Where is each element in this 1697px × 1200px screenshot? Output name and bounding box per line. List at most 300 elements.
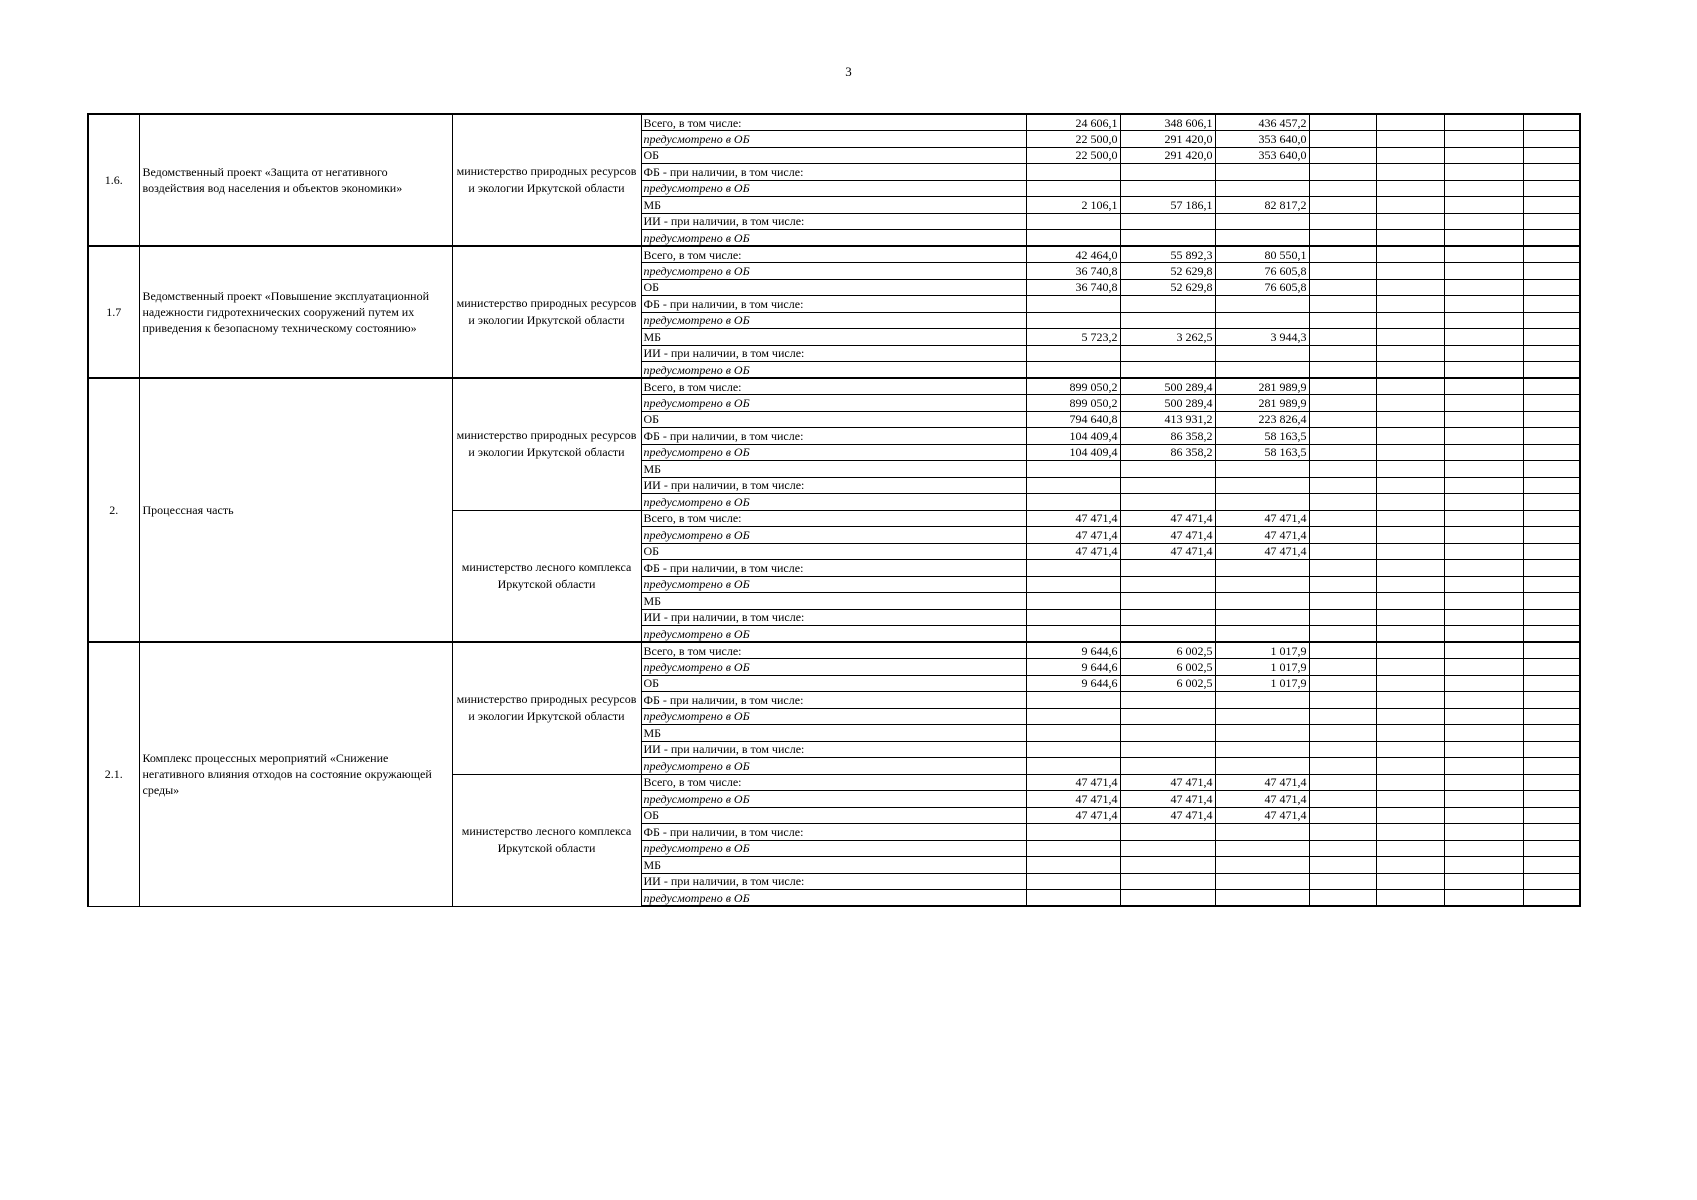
empty-cell (1444, 197, 1523, 214)
funding-source-label: предусмотрено в ОБ (641, 708, 1026, 725)
empty-cell (1309, 329, 1376, 346)
block-code: 1.6. (88, 114, 139, 246)
amount-cell (1120, 312, 1215, 329)
empty-cell (1444, 345, 1523, 362)
amount-cell: 76 605,8 (1215, 263, 1309, 280)
amount-cell (1215, 725, 1309, 742)
empty-cell (1376, 791, 1444, 808)
empty-cell (1523, 428, 1580, 445)
amount-cell (1215, 180, 1309, 197)
empty-cell (1376, 774, 1444, 791)
empty-cell (1523, 675, 1580, 692)
amount-cell (1120, 593, 1215, 610)
empty-cell (1444, 774, 1523, 791)
amount-cell: 1 017,9 (1215, 675, 1309, 692)
empty-cell (1309, 230, 1376, 247)
amount-cell: 2 106,1 (1026, 197, 1120, 214)
funding-source-label: ИИ - при наличии, в том числе: (641, 345, 1026, 362)
empty-cell (1523, 246, 1580, 263)
amount-cell (1215, 576, 1309, 593)
empty-cell (1523, 444, 1580, 461)
empty-cell (1523, 527, 1580, 544)
empty-cell (1309, 527, 1376, 544)
amount-cell: 899 050,2 (1026, 378, 1120, 395)
amount-cell: 353 640,0 (1215, 131, 1309, 148)
empty-cell (1309, 741, 1376, 758)
empty-cell (1444, 378, 1523, 395)
empty-cell (1309, 725, 1376, 742)
empty-cell (1376, 626, 1444, 643)
empty-cell (1309, 857, 1376, 874)
amount-cell: 5 723,2 (1026, 329, 1120, 346)
empty-cell (1523, 824, 1580, 841)
funding-source-label: предусмотрено в ОБ (641, 659, 1026, 676)
empty-cell (1444, 494, 1523, 511)
empty-cell (1523, 263, 1580, 280)
executor-name: министерство лесного комплекса Иркутской области (452, 774, 641, 906)
funding-source-label: ОБ (641, 675, 1026, 692)
empty-cell (1523, 807, 1580, 824)
amount-cell (1215, 362, 1309, 379)
empty-cell (1523, 543, 1580, 560)
empty-cell (1444, 560, 1523, 577)
amount-cell: 47 471,4 (1120, 543, 1215, 560)
funding-source-label: Всего, в том числе: (641, 642, 1026, 659)
amount-cell (1215, 824, 1309, 841)
amount-cell: 22 500,0 (1026, 131, 1120, 148)
empty-cell (1309, 345, 1376, 362)
empty-cell (1376, 263, 1444, 280)
executor-name: министерство природных ресурсов и экологии Иркутской области (452, 246, 641, 378)
empty-cell (1376, 197, 1444, 214)
empty-cell (1523, 180, 1580, 197)
amount-cell: 436 457,2 (1215, 114, 1309, 131)
amount-cell: 47 471,4 (1120, 510, 1215, 527)
empty-cell (1309, 131, 1376, 148)
empty-cell (1376, 279, 1444, 296)
empty-cell (1444, 180, 1523, 197)
amount-cell: 86 358,2 (1120, 428, 1215, 445)
empty-cell (1444, 477, 1523, 494)
funding-source-label: Всего, в том числе: (641, 114, 1026, 131)
empty-cell (1444, 131, 1523, 148)
amount-cell: 47 471,4 (1026, 510, 1120, 527)
empty-cell (1309, 246, 1376, 263)
amount-cell (1120, 758, 1215, 775)
empty-cell (1523, 164, 1580, 181)
amount-cell: 353 640,0 (1215, 147, 1309, 164)
amount-cell (1215, 857, 1309, 874)
amount-cell (1120, 741, 1215, 758)
empty-cell (1309, 873, 1376, 890)
empty-cell (1376, 741, 1444, 758)
empty-cell (1444, 873, 1523, 890)
amount-cell (1215, 840, 1309, 857)
empty-cell (1523, 576, 1580, 593)
funding-source-label: ОБ (641, 807, 1026, 824)
funding-source-label: ИИ - при наличии, в том числе: (641, 741, 1026, 758)
funding-source-label: предусмотрено в ОБ (641, 527, 1026, 544)
empty-cell (1376, 758, 1444, 775)
empty-cell (1376, 642, 1444, 659)
empty-cell (1309, 824, 1376, 841)
amount-cell: 6 002,5 (1120, 675, 1215, 692)
block-name: Ведомственный проект «Защита от негативного воздействия вод населения и объектов экономики» (139, 114, 452, 246)
amount-cell: 1 017,9 (1215, 659, 1309, 676)
amount-cell (1120, 296, 1215, 313)
amount-cell (1215, 312, 1309, 329)
empty-cell (1523, 279, 1580, 296)
empty-cell (1376, 180, 1444, 197)
amount-cell (1026, 873, 1120, 890)
empty-cell (1444, 312, 1523, 329)
amount-cell: 9 644,6 (1026, 642, 1120, 659)
amount-cell: 47 471,4 (1026, 527, 1120, 544)
empty-cell (1444, 213, 1523, 230)
empty-cell (1376, 675, 1444, 692)
funding-source-label: ФБ - при наличии, в том числе: (641, 296, 1026, 313)
amount-cell: 57 186,1 (1120, 197, 1215, 214)
amount-cell (1215, 758, 1309, 775)
empty-cell (1523, 560, 1580, 577)
funding-source-label: предусмотрено в ОБ (641, 840, 1026, 857)
empty-cell (1444, 609, 1523, 626)
block-name: Ведомственный проект «Повышение эксплуатационной надежности гидротехнических сооружений путем их приведения к безопасному техническому состоянию» (139, 246, 452, 378)
empty-cell (1444, 824, 1523, 841)
funding-source-label: ОБ (641, 279, 1026, 296)
funding-source-label: МБ (641, 329, 1026, 346)
empty-cell (1444, 576, 1523, 593)
empty-cell (1376, 527, 1444, 544)
funding-source-label: МБ (641, 857, 1026, 874)
amount-cell: 36 740,8 (1026, 279, 1120, 296)
empty-cell (1309, 774, 1376, 791)
amount-cell: 24 606,1 (1026, 114, 1120, 131)
amount-cell: 223 826,4 (1215, 411, 1309, 428)
empty-cell (1444, 840, 1523, 857)
empty-cell (1444, 362, 1523, 379)
empty-cell (1376, 873, 1444, 890)
amount-cell: 500 289,4 (1120, 395, 1215, 412)
empty-cell (1523, 626, 1580, 643)
amount-cell (1215, 890, 1309, 907)
empty-cell (1523, 609, 1580, 626)
empty-cell (1309, 312, 1376, 329)
funding-source-label: ИИ - при наличии, в том числе: (641, 477, 1026, 494)
empty-cell (1376, 461, 1444, 478)
empty-cell (1444, 725, 1523, 742)
funding-source-label: МБ (641, 461, 1026, 478)
amount-cell: 47 471,4 (1026, 791, 1120, 808)
empty-cell (1309, 279, 1376, 296)
empty-cell (1376, 593, 1444, 610)
empty-cell (1309, 296, 1376, 313)
funding-source-label: предусмотрено в ОБ (641, 131, 1026, 148)
funding-source-label: предусмотрено в ОБ (641, 395, 1026, 412)
amount-cell (1120, 840, 1215, 857)
funding-source-label: МБ (641, 725, 1026, 742)
empty-cell (1376, 477, 1444, 494)
amount-cell (1215, 626, 1309, 643)
amount-cell: 47 471,4 (1120, 791, 1215, 808)
empty-cell (1376, 807, 1444, 824)
amount-cell: 9 644,6 (1026, 675, 1120, 692)
empty-cell (1376, 692, 1444, 709)
empty-cell (1376, 395, 1444, 412)
empty-cell (1444, 791, 1523, 808)
amount-cell: 86 358,2 (1120, 444, 1215, 461)
amount-cell: 36 740,8 (1026, 263, 1120, 280)
empty-cell (1523, 791, 1580, 808)
amount-cell (1026, 890, 1120, 907)
block-name: Процессная часть (139, 378, 452, 642)
empty-cell (1376, 494, 1444, 511)
amount-cell: 47 471,4 (1026, 807, 1120, 824)
amount-cell: 9 644,6 (1026, 659, 1120, 676)
amount-cell (1026, 362, 1120, 379)
amount-cell: 47 471,4 (1026, 774, 1120, 791)
empty-cell (1523, 873, 1580, 890)
amount-cell: 3 944,3 (1215, 329, 1309, 346)
empty-cell (1309, 510, 1376, 527)
amount-cell (1120, 213, 1215, 230)
empty-cell (1444, 296, 1523, 313)
empty-cell (1444, 230, 1523, 247)
empty-cell (1376, 362, 1444, 379)
empty-cell (1523, 131, 1580, 148)
empty-cell (1444, 758, 1523, 775)
empty-cell (1523, 593, 1580, 610)
amount-cell (1120, 164, 1215, 181)
funding-source-label: предусмотрено в ОБ (641, 626, 1026, 643)
table-row (88, 642, 1580, 659)
table-body (88, 114, 1580, 906)
funding-source-label: ОБ (641, 543, 1026, 560)
empty-cell (1376, 312, 1444, 329)
amount-cell (1026, 576, 1120, 593)
amount-cell (1120, 890, 1215, 907)
empty-cell (1444, 642, 1523, 659)
amount-cell: 58 163,5 (1215, 444, 1309, 461)
empty-cell (1523, 708, 1580, 725)
amount-cell (1026, 477, 1120, 494)
empty-cell (1444, 164, 1523, 181)
amount-cell (1120, 873, 1215, 890)
empty-cell (1444, 857, 1523, 874)
empty-cell (1523, 345, 1580, 362)
amount-cell: 47 471,4 (1120, 527, 1215, 544)
empty-cell (1376, 824, 1444, 841)
amount-cell: 47 471,4 (1215, 774, 1309, 791)
amount-cell (1120, 230, 1215, 247)
empty-cell (1309, 576, 1376, 593)
empty-cell (1309, 543, 1376, 560)
amount-cell (1120, 576, 1215, 593)
amount-cell (1120, 824, 1215, 841)
amount-cell (1026, 626, 1120, 643)
block-code: 2. (88, 378, 139, 642)
empty-cell (1376, 510, 1444, 527)
empty-cell (1523, 857, 1580, 874)
amount-cell (1215, 477, 1309, 494)
amount-cell: 47 471,4 (1026, 543, 1120, 560)
empty-cell (1376, 428, 1444, 445)
amount-cell (1026, 609, 1120, 626)
empty-cell (1523, 890, 1580, 907)
amount-cell: 500 289,4 (1120, 378, 1215, 395)
funding-source-label: МБ (641, 197, 1026, 214)
amount-cell (1215, 609, 1309, 626)
empty-cell (1523, 197, 1580, 214)
empty-cell (1376, 345, 1444, 362)
empty-cell (1309, 890, 1376, 907)
empty-cell (1309, 197, 1376, 214)
empty-cell (1523, 692, 1580, 709)
amount-cell: 291 420,0 (1120, 131, 1215, 148)
empty-cell (1523, 461, 1580, 478)
empty-cell (1523, 725, 1580, 742)
funding-source-label: ИИ - при наличии, в том числе: (641, 213, 1026, 230)
empty-cell (1444, 593, 1523, 610)
amount-cell (1120, 857, 1215, 874)
empty-cell (1376, 213, 1444, 230)
funding-source-label: ФБ - при наличии, в том числе: (641, 164, 1026, 181)
amount-cell: 6 002,5 (1120, 642, 1215, 659)
empty-cell (1309, 840, 1376, 857)
empty-cell (1376, 230, 1444, 247)
amount-cell (1026, 213, 1120, 230)
empty-cell (1444, 675, 1523, 692)
empty-cell (1309, 791, 1376, 808)
amount-cell: 104 409,4 (1026, 428, 1120, 445)
amount-cell (1120, 477, 1215, 494)
empty-cell (1523, 659, 1580, 676)
amount-cell (1026, 725, 1120, 742)
funding-source-label: Всего, в том числе: (641, 246, 1026, 263)
empty-cell (1309, 378, 1376, 395)
amount-cell: 281 989,9 (1215, 378, 1309, 395)
empty-cell (1309, 461, 1376, 478)
empty-cell (1376, 114, 1444, 131)
empty-cell (1309, 263, 1376, 280)
amount-cell (1215, 461, 1309, 478)
amount-cell: 47 471,4 (1120, 807, 1215, 824)
amount-cell: 291 420,0 (1120, 147, 1215, 164)
amount-cell (1026, 824, 1120, 841)
empty-cell (1309, 362, 1376, 379)
amount-cell (1120, 609, 1215, 626)
empty-cell (1309, 560, 1376, 577)
empty-cell (1309, 758, 1376, 775)
empty-cell (1444, 246, 1523, 263)
empty-cell (1523, 840, 1580, 857)
amount-cell (1120, 692, 1215, 709)
amount-cell (1215, 213, 1309, 230)
empty-cell (1309, 395, 1376, 412)
amount-cell: 55 892,3 (1120, 246, 1215, 263)
empty-cell (1444, 329, 1523, 346)
funding-source-label: Всего, в том числе: (641, 510, 1026, 527)
amount-cell: 58 163,5 (1215, 428, 1309, 445)
funding-source-label: ИИ - при наличии, в том числе: (641, 873, 1026, 890)
empty-cell (1444, 461, 1523, 478)
funding-source-label: ОБ (641, 147, 1026, 164)
empty-cell (1523, 329, 1580, 346)
amount-cell (1026, 741, 1120, 758)
block-name: Комплекс процессных мероприятий «Снижение негативного влияния отходов на состояние окружающей среды» (139, 642, 452, 906)
funding-source-label: предусмотрено в ОБ (641, 494, 1026, 511)
empty-cell (1376, 147, 1444, 164)
empty-cell (1376, 246, 1444, 263)
empty-cell (1376, 296, 1444, 313)
empty-cell (1523, 378, 1580, 395)
empty-cell (1376, 609, 1444, 626)
empty-cell (1309, 692, 1376, 709)
empty-cell (1523, 510, 1580, 527)
amount-cell (1215, 873, 1309, 890)
amount-cell: 104 409,4 (1026, 444, 1120, 461)
amount-cell: 82 817,2 (1215, 197, 1309, 214)
empty-cell (1444, 395, 1523, 412)
amount-cell (1120, 560, 1215, 577)
funding-source-label: предусмотрено в ОБ (641, 758, 1026, 775)
amount-cell (1215, 593, 1309, 610)
amount-cell (1120, 345, 1215, 362)
amount-cell: 47 471,4 (1215, 527, 1309, 544)
empty-cell (1523, 642, 1580, 659)
budget-table (87, 113, 1581, 907)
amount-cell (1120, 494, 1215, 511)
amount-cell (1026, 345, 1120, 362)
empty-cell (1309, 411, 1376, 428)
amount-cell (1026, 461, 1120, 478)
funding-source-label: ФБ - при наличии, в том числе: (641, 428, 1026, 445)
funding-source-label: ФБ - при наличии, в том числе: (641, 824, 1026, 841)
empty-cell (1376, 890, 1444, 907)
amount-cell: 47 471,4 (1215, 510, 1309, 527)
executor-name: министерство лесного комплекса Иркутской области (452, 510, 641, 642)
empty-cell (1523, 213, 1580, 230)
amount-cell (1026, 593, 1120, 610)
amount-cell: 47 471,4 (1215, 807, 1309, 824)
empty-cell (1444, 114, 1523, 131)
amount-cell (1215, 345, 1309, 362)
funding-source-label: предусмотрено в ОБ (641, 263, 1026, 280)
amount-cell: 6 002,5 (1120, 659, 1215, 676)
empty-cell (1376, 444, 1444, 461)
amount-cell (1215, 741, 1309, 758)
amount-cell: 76 605,8 (1215, 279, 1309, 296)
amount-cell (1215, 230, 1309, 247)
funding-source-label: предусмотрено в ОБ (641, 890, 1026, 907)
funding-source-label: предусмотрено в ОБ (641, 791, 1026, 808)
executor-name: министерство природных ресурсов и экологии Иркутской области (452, 642, 641, 774)
amount-cell (1026, 758, 1120, 775)
empty-cell (1309, 164, 1376, 181)
empty-cell (1376, 857, 1444, 874)
amount-cell (1026, 708, 1120, 725)
funding-source-label: ОБ (641, 411, 1026, 428)
empty-cell (1444, 510, 1523, 527)
amount-cell (1026, 164, 1120, 181)
amount-cell (1120, 362, 1215, 379)
amount-cell (1215, 164, 1309, 181)
empty-cell (1376, 329, 1444, 346)
empty-cell (1523, 741, 1580, 758)
amount-cell (1120, 180, 1215, 197)
empty-cell (1444, 543, 1523, 560)
amount-cell: 348 606,1 (1120, 114, 1215, 131)
